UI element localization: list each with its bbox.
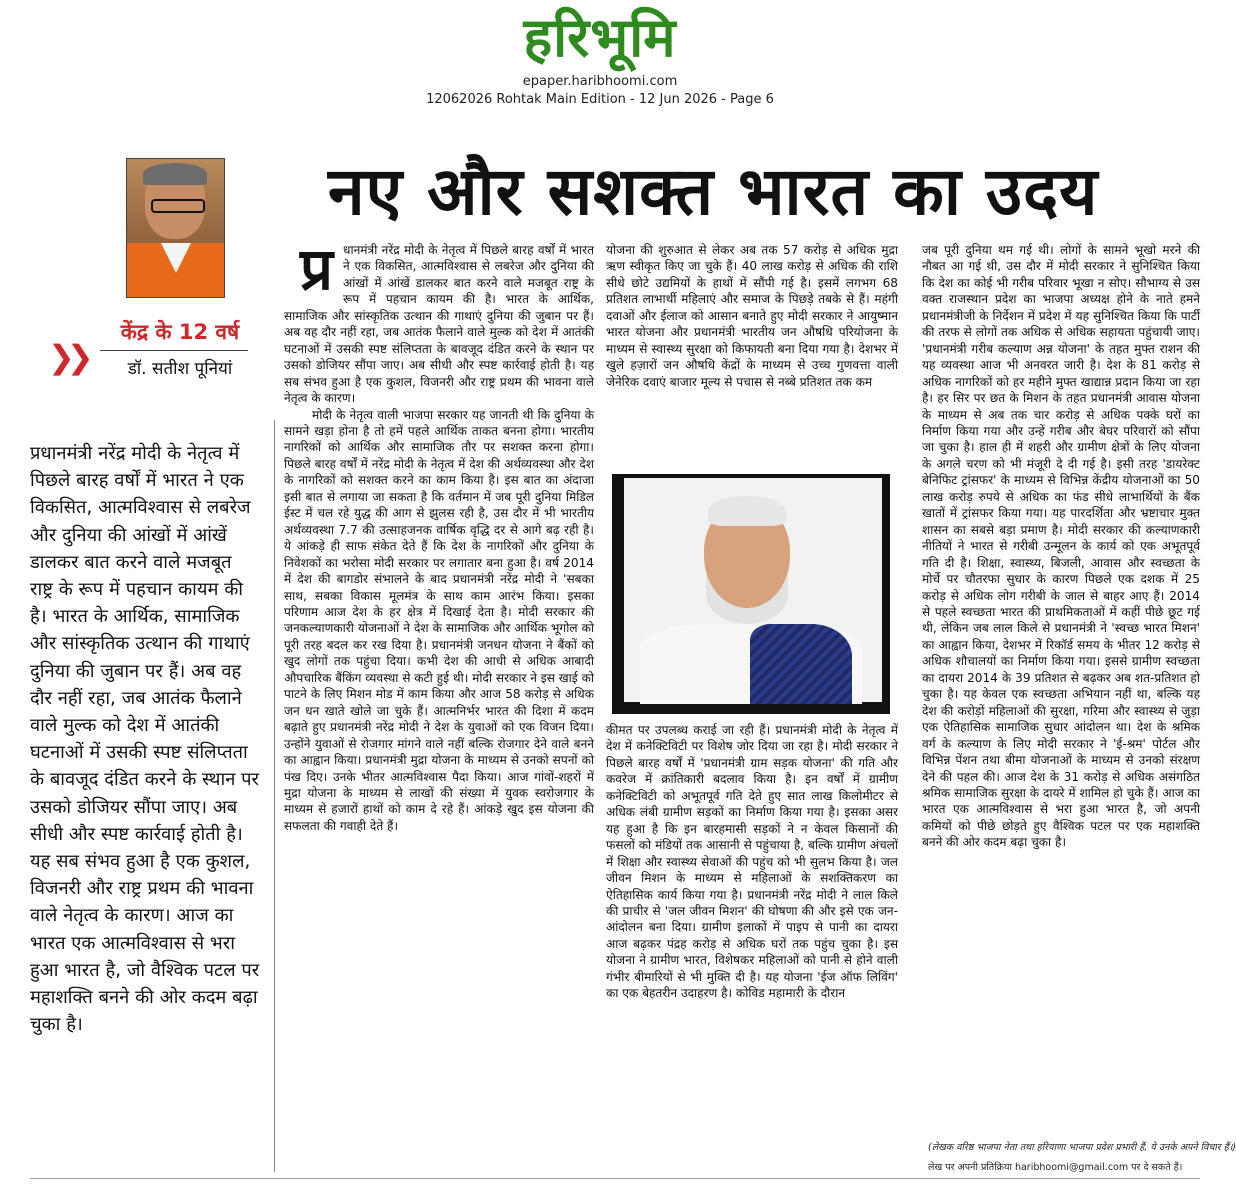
chevron-right-icon: ❯❯ [48,338,86,376]
drop-cap: प्र [300,235,334,303]
site-url[interactable]: epaper.haribhoomi.com [522,74,678,89]
article-column-2-top [606,242,898,470]
article-column-3 [922,242,1236,1162]
edition-line: 12062026 Rohtak Main Edition - 12 Jun 2026 - Page 6 [426,92,774,107]
author-byline: डॉ. सतीश पूनियां [127,359,233,379]
article-paragraph: मोदी के नेतृत्व वाली भाजपा सरकार यह जानती थी कि दुनिया के सामने खड़ा होना है तो हमें पहले आर्थिक ताकत बनना होगा। भारतीय नागरिकों को आर्थिक और सामाजिक तौर पर सशक्त करना होगा। पिछले बारह वर्षों में नरेंद्र मोदी के नेतृत्व में देश की अर्थव्यवस्था और देश के नागरिकों को सशक्त करने का काम किया है। इस बात का अंदाजा इसी बात से लगाया जा सकता है कि वर्तमान में जब पूरी दुनिया मिडिल ईस्ट में चल रहे युद्ध की आग से झुलस रही है, उस दौर में भी भारतीय अर्थव्यवस्था 7.7 की उत्साहजनक वार्षिक वृद्धि दर से आगे बढ़ रही है। ये आंकड़े ही साफ संकेत देते हैं कि देश के नागरिकों और दुनिया के निवेशकों का भरोसा मोदी सरकार पर लगातार बना हुआ है। वर्ष 2014 में देश की बागडोर संभालने के बाद प्रधानमंत्री नरेंद्र मोदी ने 'सबका साथ, सबका विकास मूलमंत्र के साथ काम आरंभ किया। इसका परिणाम आज देश के हर क्षेत्र में दिखाई देता है। मोदी सरकार की जनकल्याणकारी योजनाओं ने देश के सामाजिक और आर्थिक भूगोल को पूरी तरह बदल कर रख दिया है। प्रधानमंत्री जनधन योजना ने बैंकों को खुद लोगों तक पहुंचा दिया। कभी देश की आधी से अधिक आबादी औपचारिक बैंकिंग व्यवस्था से कटी हुई थी। मोदी सरकार ने इस खाई को पाटने के लिए मिशन मोड में काम किया और आज 58 करोड़ से अधिक जन धन खाते खोले जा चुके हैं। आत्मनिर्भर भारत की दिशा में कदम बढ़ाते हुए प्रधानमंत्री नरेंद्र मोदी ने देश के युवाओं को एक विजन दिया। उन्होंने युवाओं से रोजगार मांगने वाले नहीं बल्कि रोजगार देने वाले बनने का आह्वान किया। प्रधानमंत्री मुद्रा योजना के माध्यम से उनको सपनों को पंख दिए। उनके भीतर आत्मविश्वास पैदा किया। आज गांवों-शहरों में मुद्रा योजना के माध्यम से लाखों की संख्या में युवक स्वरोजगार के माध्यम से हजारों हाथों को काम दे रहे हैं। आंकड़े खुद इस योजना की सफलता की गवाही देते हैं। [284,407,594,833]
article-paragraph: कीमत पर उपलब्ध कराई जा रही हैं। प्रधानमंत्री मोदी के नेतृत्व में देश में कनेक्टिविटी पर विशेष जोर दिया जा रहा है। मोदी सरकार ने पिछले बारह वर्षों में 'प्रधानमंत्री ग्राम सड़क योजना' की गति और कवरेज में क्रांतिकारी बदलाव किया है। इन वर्षों में ग्रामीण कनेक्टिविटी को अभूतपूर्व गति देते हुए सात लाख किलोमीटर से अधिक लंबी ग्रामीण सड़कों का निर्माण किया गया है। इसका असर यह हुआ है कि इन बारहमासी सड़कों ने न केवल किसानों की फसलों को मंडियों तक आसानी से पहुंचाया है, बल्कि ग्रामीण अंचलों में शिक्षा और स्वास्थ्य सेवाओं की पहुंच को भी सुलभ किया है। जल जीवन मिशन के माध्यम से महिलाओं के सशक्तिकरण का ऐतिहासिक कार्य किया गया है। प्रधानमंत्री नरेंद्र मोदी ने लाल किले की प्राचीर से 'जल जीवन मिशन' की घोषणा की और इसे एक जन-आंदोलन बना दिया। ग्रामीण इलाकों में पाइप से पानी का दायरा आज बढ़कर पंद्रह करोड़ से अधिक घरों तक पहुंच चुका है। इस योजना ने ग्रामीण भारत, विशेषकर महिलाओं को पानी से होने वाली गंभीर बीमारियों से भी मुक्ति दी है। यह योजना 'ईज ऑफ लिविंग' का एक बेहतरीन उदाहरण है। कोविड महामारी के दौरान [606,723,898,1001]
feedback-note: लेख पर अपनी प्रतिक्रिया haribhoomi@gmail.com पर दे सकते हैं। [928,1162,1183,1173]
newspaper-logo[interactable]: हरिभूमि [523,6,677,69]
column-label: केंद्र के 12 वर्ष [120,320,240,344]
column-divider [274,420,275,1172]
author-note: (लेखक वरिष्ठ भाजपा नेता तथा हरियाणा भाजपा प्रदेश प्रभारी हैं, ये उनके अपने विचार हैं।) [928,1142,1236,1153]
article-column-2-bottom [606,722,898,1164]
byline-divider [100,350,248,351]
bottom-divider [30,1178,1200,1179]
headline: नए और सशक्त भारत का उदय [328,153,1099,230]
pull-quote: प्रधानमंत्री नरेंद्र मोदी के नेतृत्व में पिछले बारह वर्षों में भारत ने एक विकसित, आत्मविश्वास से लबरेज और दुनिया की आंखों में आंखें डालकर बात करने वाले मजबूत राष्ट्र के रूप में पहचान कायम की है। भारत के आर्थिक, सामाजिक और सांस्कृतिक उत्थान की गाथाएं दुनिया की जुबान पर हैं। अब वह दौर नहीं रहा, जब आतंक फैलाने वाले मुल्क को देश में आतंकी घटनाओं में उसकी स्पष्ट संलिप्तता के बावजूद दंडित करने के स्थान पर उसको डोजियर सौंपा जाए। अब सीधी और स्पष्ट कार्रवाई होती है। यह सब संभव हुआ है एक कुशल, विजनरी और राष्ट्र प्रथम की भावना वाले नेतृत्व के कारण। आज का भारत एक आत्मविश्वास से भरा हुआ भारत है, जो वैश्विक पटल पर महाशक्ति बनने की ओर कदम बढ़ा चुका है। [30,443,260,1036]
article-column-1 [284,235,594,1164]
article-paragraph: धानमंत्री नरेंद्र मोदी के नेतृत्व में पिछले बारह वर्षों में भारत ने एक विकसित, आत्मविश्वास से लबरेज और दुनिया की आंखों में आंखें डालकर बात करने वाले मजबूत राष्ट्र के रूप में पहचान कायम की है। भारत के आर्थिक, सामाजिक और सांस्कृतिक उत्थान की गाथाएं दुनिया की जुबान पर हैं। अब वह दौर नहीं रहा, जब आतंक फैलाने वाले मुल्क को देश में आतंकी घटनाओं में उसकी स्पष्ट संलिप्तता के बावजूद दंडित करने के स्थान पर उसको डोजियर सौंपा जाए। अब सीधी और स्पष्ट कार्रवाई होती है। यह सब संभव हुआ है एक कुशल, विजनरी और राष्ट्र प्रथम की भावना वाले नेतृत्व के कारण। [284,243,594,406]
article-paragraph: जब पूरी दुनिया थम गई थी। लोगों के सामने भूखो मरने की नौबत आ गई थी, उस दौर में मोदी सरकार ने सुनिश्चित किया कि देश का कोई भी गरीब परिवार भूखा न सोए। सौभाग्य से उस वक्त राजस्थान प्रदेश का भाजपा अध्यक्ष होने के नाते हमने प्रधानमंत्रीजी के निर्देशन में प्रदेश में यह सुनिश्चित किया कि पार्टी की तरफ से लोगों तक अधिक से अधिक सहायता पहुंचायी जाए। 'प्रधानमंत्री गरीब कल्याण अन्न योजना' के तहत मुफ्त राशन की यह व्यवस्था आज भी अनवरत जारी है। देश के 81 करोड़ से अधिक नागरिकों को हर महीने मुफ्त खाद्यान्न प्रदान किया जा रहा है। हर सिर पर छत के मिशन के तहत प्रधानमंत्री आवास योजना के माध्यम से अब तक चार करोड़ से अधिक पक्के घरों का निर्माण किया गया और उन्हें गरीब और बेघर परिवारों को सौंपा जा चुका है। हाल ही में शहरी और ग्रामीण क्षेत्रों के लिए योजना के अगले चरण को भी मंजूरी दे दी गई है। इसी तरह 'डायरेक्ट बेनिफिट ट्रांसफर' के माध्यम से विभिन्न केंद्रीय योजनाओं का 50 लाख करोड़ रुपये से अधिक का फंड सीधे लाभार्थियों के बैंक खातों में ट्रांसफर किया गया। यह पारदर्शिता और भ्रष्टाचार मुक्त शासन का सबसे बड़ा प्रमाण है। मोदी सरकार की कल्याणकारी नीतियों ने भारत से गरीबी उन्मूलन के कार्य को एक अभूतपूर्व गति दी है। शिक्षा, स्वास्थ्य, बिजली, आवास और स्वच्छता के मोर्चे पर चौतरफा सुधार के कारण पिछले एक दशक में 25 करोड़ से अधिक लोग गरीबी के जाल से बाहर आए हैं। 2014 से पहले स्वच्छता भारत की प्राथमिकताओं में कहीं पीछे छूट गई थी, लेकिन जब लाल किले से प्रधानमंत्री ने 'स्वच्छ भारत मिशन' का आह्वान किया, देशभर में रिकॉर्ड समय के भीतर 12 करोड़ से अधिक शौचालयों का निर्माण किया गया। इससे ग्रामीण स्वच्छता का दायरा 2014 के 39 प्रतिशत से बढ़कर अब शत-प्रतिशत हो चुका है। यह केवल एक स्वच्छता अभियान नहीं था, बल्कि यह देश की करोड़ों महिलाओं की सुरक्षा, गरिमा और स्वास्थ्य से जुड़ा एक ऐतिहासिक सामाजिक सुधार आंदोलन था। देश के श्रमिक वर्ग के कल्याण के लिए मोदी सरकार ने 'ई-श्रम' पोर्टल और विभिन्न पेंशन तथा बीमा योजनाओं के माध्यम से उनको संरक्षण देने की पहल की। आज देश के 31 करोड़ से अधिक असंगठित श्रमिक सामाजिक सुरक्षा के दायरे में शामिल हो चुके हैं। आज का भारत एक आत्मविश्वास से भरा हुआ भारत है, जो अपनी कमियों को पीछे छोड़ते हुए वैश्विक पटल पर एक महाशक्ति बनने की ओर कदम बढ़ा चुका है। [922,243,1200,850]
masthead [0,0,1200,112]
article-photo [612,474,890,714]
author-photo [126,158,225,298]
article-paragraph: योजना की शुरुआत से लेकर अब तक 57 करोड़ से अधिक मुद्रा ऋण स्वीकृत किए जा चुके हैं। 40 लाख करोड़ से अधिक की राशि सीधे छोटे उद्यमियों के हाथों में सौंपी गई है। इसमें लगभग 68 प्रतिशत लाभार्थी महिलाएं और समाज के पिछड़े तबके से हैं। महंगी दवाओं और ईलाज को आसान बनाते हुए मोदी सरकार ने आयुष्मान भारत योजना और प्रधानमंत्री भारतीय जन औषधि परियोजना के माध्यम से स्वास्थ्य सुरक्षा को किफायती बना दिया गया है। देशभर में खुले हज़ारों जन औषधि केंद्रों के माध्यम से उच्च गुणवत्ता वाली जेनेरिक दवाएं बाजार मूल्य से पचास से नब्बे प्रतिशत तक कम [606,243,898,389]
